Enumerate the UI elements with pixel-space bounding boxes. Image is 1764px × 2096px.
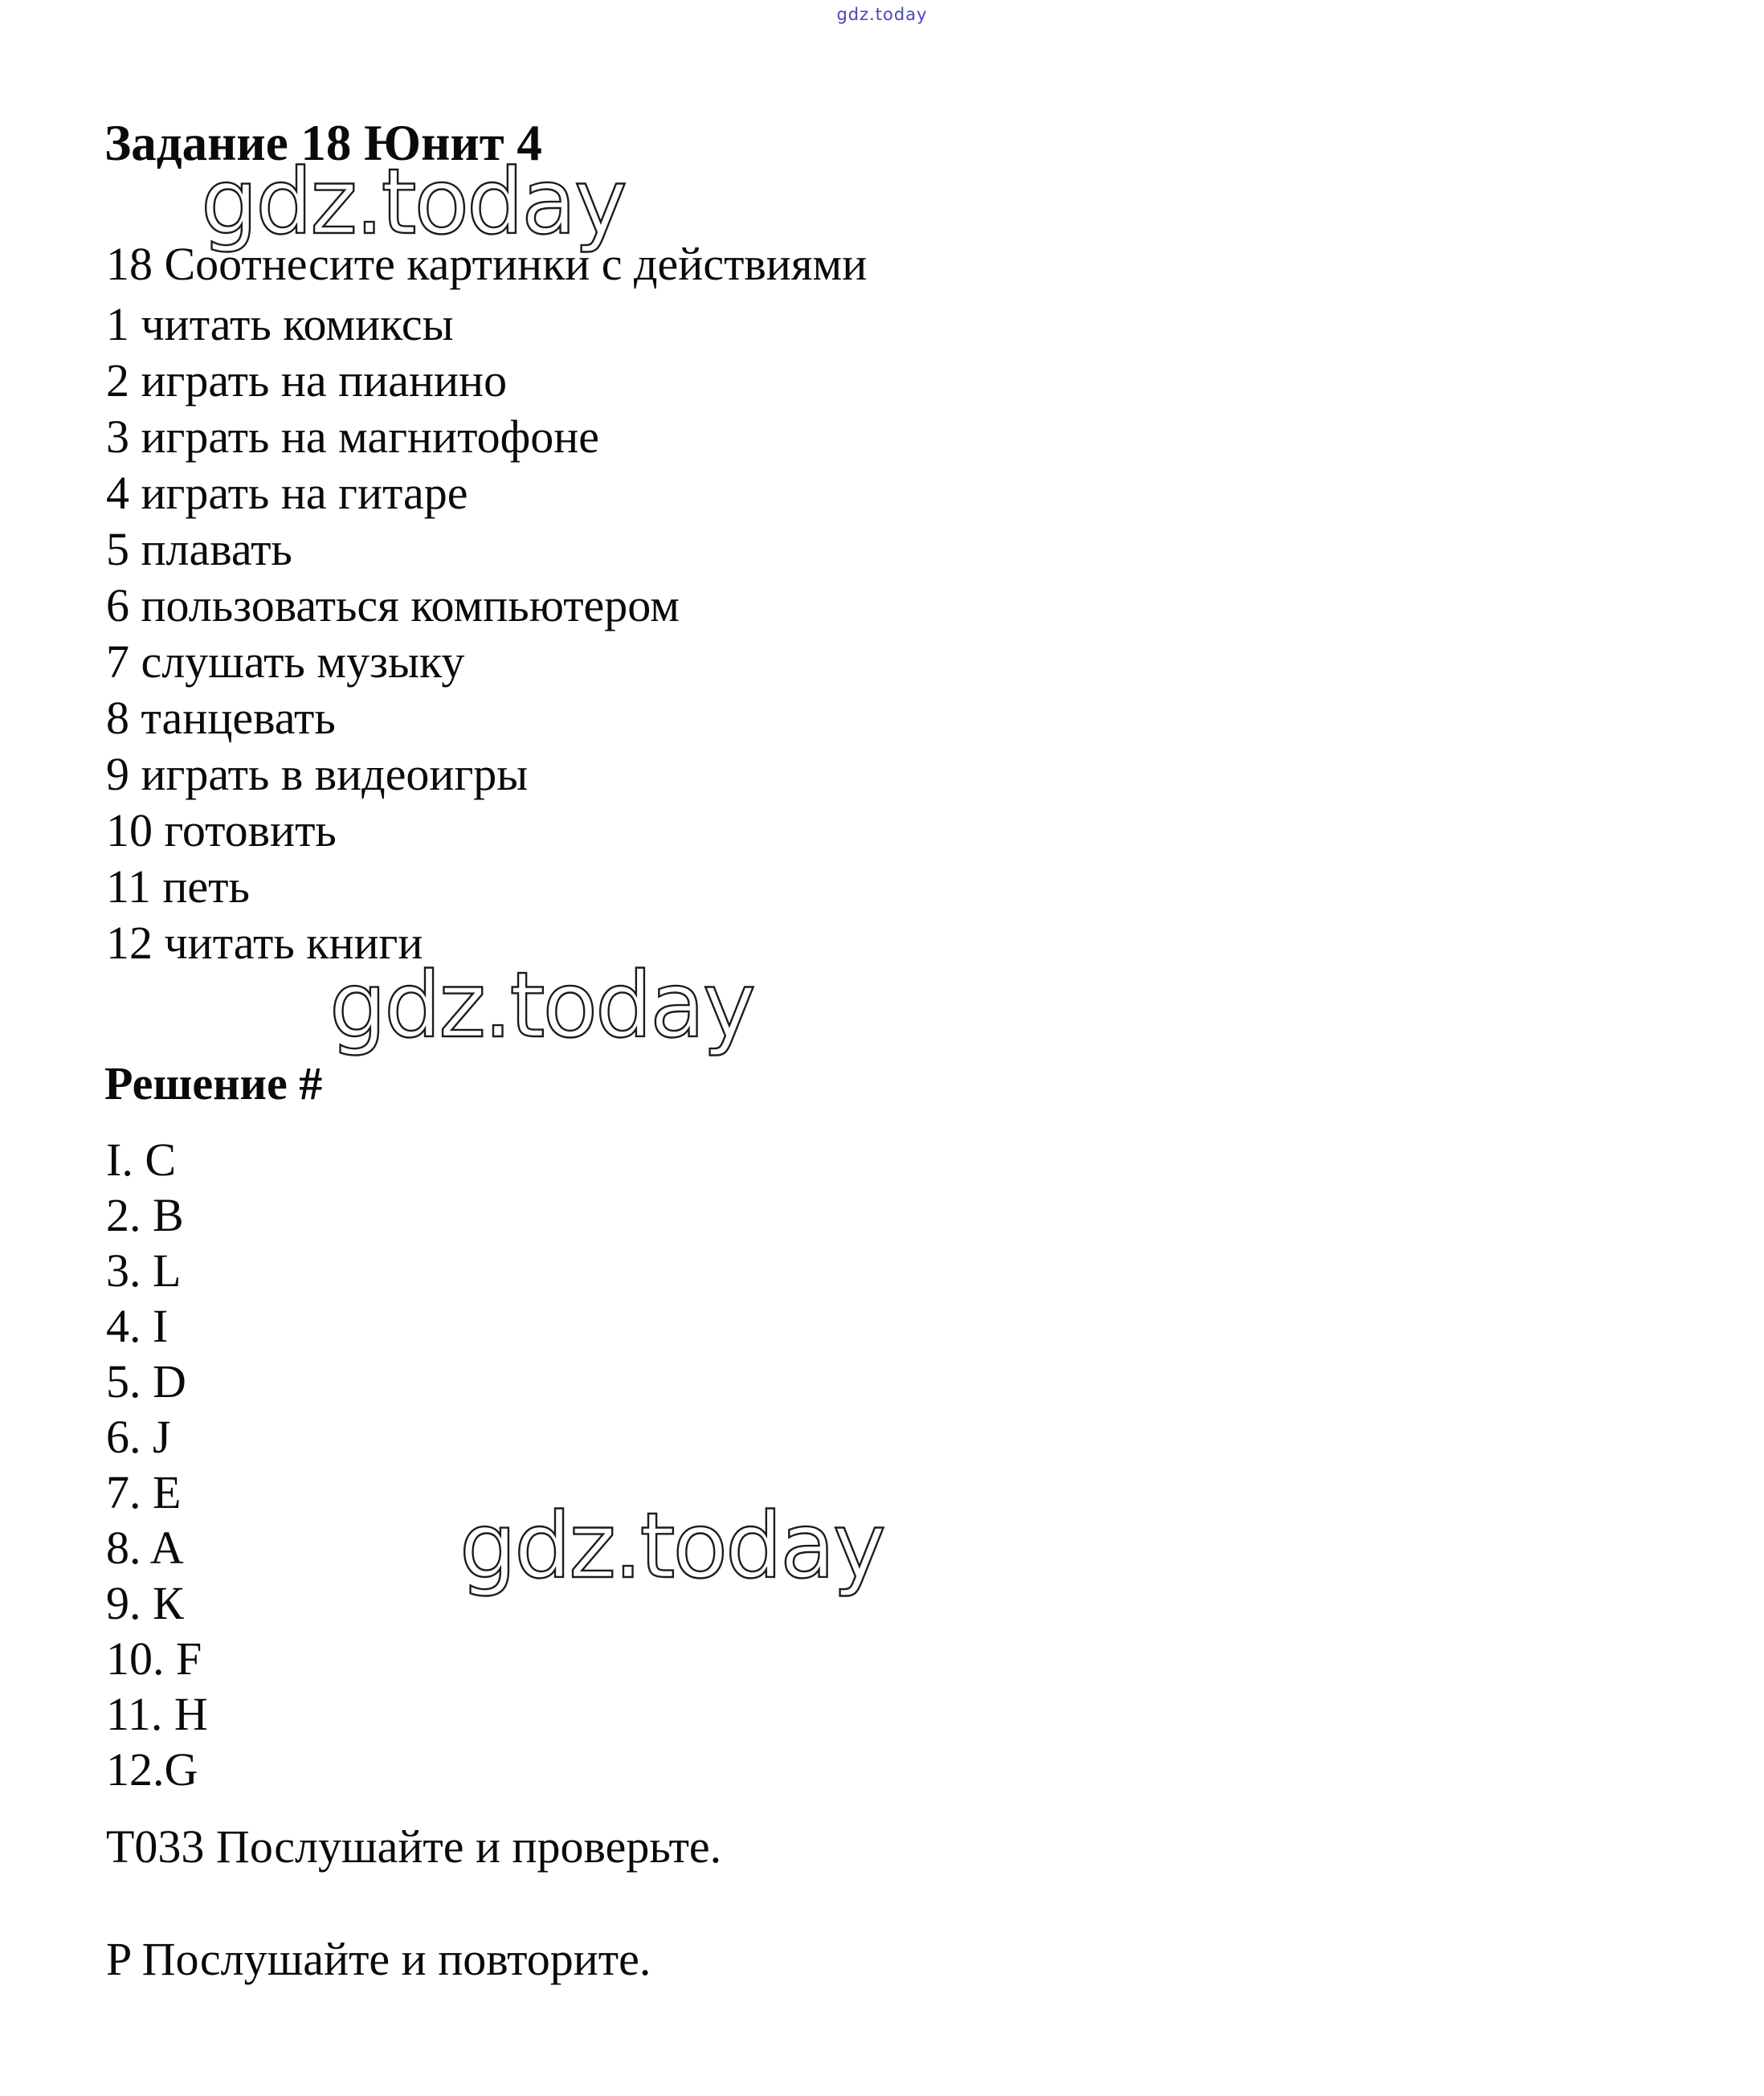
listen-check-note: T033 Послушайте и проверьте.: [106, 1820, 722, 1873]
answer-item: 2. B: [106, 1189, 184, 1241]
watermark-gdz-middle: gdz.today: [329, 954, 754, 1058]
solution-heading: Решение #: [104, 1057, 323, 1109]
watermark-gdz-top: gdz.today: [201, 150, 626, 255]
listen-repeat-note: P Послушайте и повторите.: [106, 1933, 651, 1985]
answer-item: 3. L: [106, 1244, 182, 1297]
answer-item: 10. F: [106, 1632, 202, 1685]
task-item: 6 пользоваться компьютером: [106, 579, 680, 631]
task-title: Задание 18 Юнит 4: [104, 115, 542, 171]
answer-item: 5. D: [106, 1355, 186, 1408]
task-item: 11 петь: [106, 860, 250, 913]
answer-item: 11. H: [106, 1688, 208, 1740]
task-item: 10 готовить: [106, 804, 337, 856]
task-item: 9 играть в видеоигры: [106, 748, 529, 800]
task-block: [106, 236, 867, 971]
task-item: 8 танцевать: [106, 692, 336, 744]
task-item: 12 читать книги: [106, 917, 423, 969]
task-item: 7 слушать музыку: [106, 635, 465, 688]
answer-item: 4. I: [106, 1300, 169, 1352]
task-item: 4 играть на гитаре: [106, 467, 468, 519]
task-item-list: [106, 296, 867, 971]
site-header-label: gdz.today: [836, 5, 928, 24]
answer-item: I. C: [106, 1134, 176, 1186]
task-item: 2 играть на пианино: [106, 354, 508, 407]
watermark-gdz-bottom: gdz.today: [459, 1494, 884, 1599]
answer-item: 7. E: [106, 1466, 182, 1518]
answer-list: [106, 1132, 208, 1797]
task-item: 1 читать комиксы: [106, 298, 454, 350]
task-item: 5 плавать: [106, 523, 292, 575]
answer-item: 12.G: [106, 1743, 198, 1796]
answer-item: 8. A: [106, 1522, 184, 1574]
answer-item: 6. J: [106, 1411, 171, 1463]
answer-item: 9. К: [106, 1577, 184, 1629]
task-item: 3 играть на магнитофоне: [106, 411, 600, 463]
task-heading: 18 Соотнесите картинки с действиями: [106, 238, 868, 290]
